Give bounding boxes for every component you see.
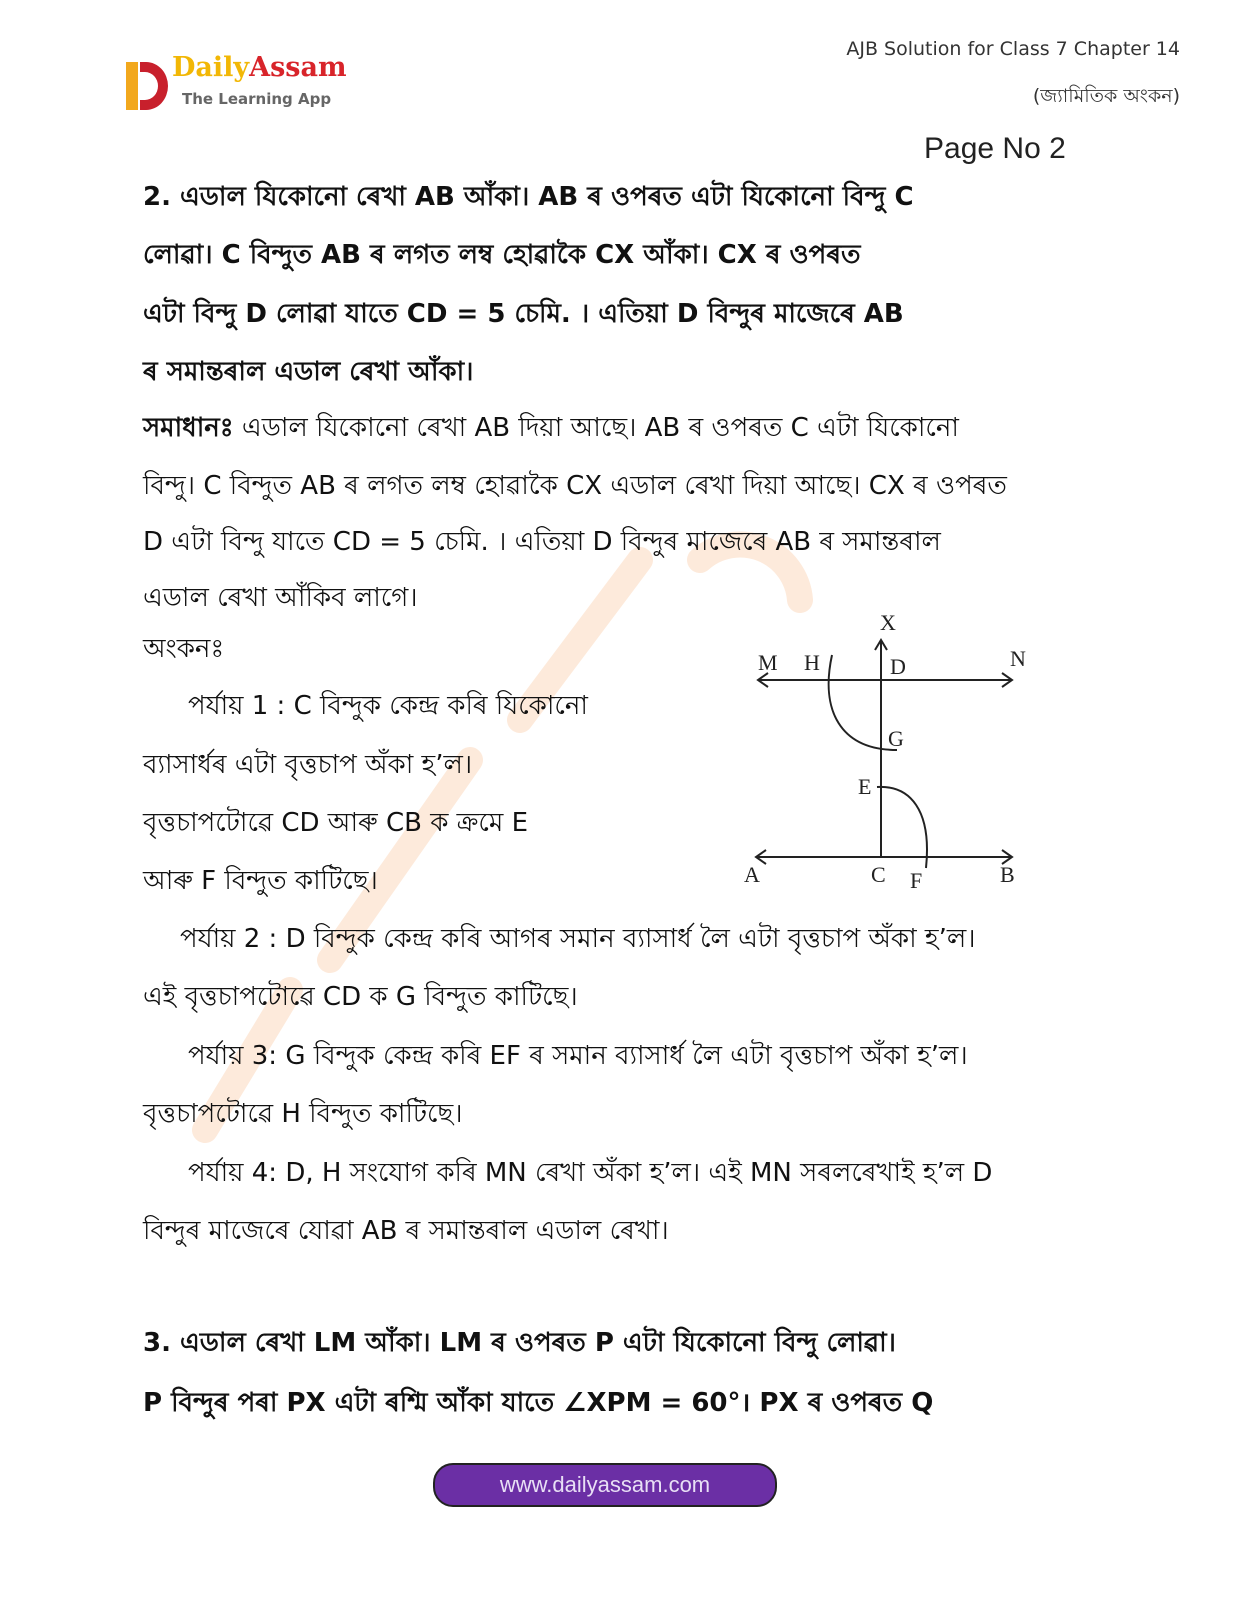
construction-diagram <box>720 600 1030 895</box>
label-x: X <box>880 610 896 635</box>
question-line: এটা বিন্দু D লোৱা যাতে CD = 5 চেমি. । এতিয়া D বিন্দুৰ মাজেৰে AB <box>143 299 904 329</box>
step-line: পৰ্যায় 4: D, H সংযোগ কৰি MN ৰেখা অঁকা হ’ল। এই MN সৰলৰেখাই হ’ল D <box>188 1158 993 1188</box>
step-line: এই বৃত্তচাপটোৱে CD ক G বিন্দুত কাটিছে। <box>143 982 578 1012</box>
solution-line: D এটা বিন্দু যাতে CD = 5 চেমি. । এতিয়া D বিন্দুৰ মাজেৰে AB ৰ সমান্তৰাল <box>143 527 941 557</box>
chapter-subtitle: (জ্যামিতিক অংকন) <box>1032 85 1180 107</box>
label-f: F <box>910 868 923 893</box>
website-link[interactable]: www.dailyassam.com <box>433 1463 777 1507</box>
step-line: বৃত্তচাপটোৱে CD আৰু CB ক ক্ৰমে E <box>143 808 529 838</box>
label-e: E <box>858 774 872 799</box>
question-line: ৰ সমান্তৰাল এডাল ৰেখা আঁকা। <box>143 357 474 387</box>
page-number: Page No 2 <box>924 132 1066 165</box>
step-line: বৃত্তচাপটোৱে H বিন্দুত কাটিছে। <box>143 1099 463 1129</box>
arc-hg <box>829 655 897 750</box>
logo-daily: Daily <box>172 52 250 83</box>
question-line: লোৱা। C বিন্দুত AB ৰ লগত লম্ব হোৱাকৈ CX আঁকা। CX ৰ ওপৰত <box>143 240 861 270</box>
label-b: B <box>1000 862 1015 887</box>
logo-d-icon <box>126 60 170 112</box>
label-m: M <box>758 650 778 675</box>
label-n: N <box>1010 646 1026 671</box>
solution-line: এডাল ৰেখা আঁকিব লাগে। <box>143 583 418 613</box>
question-line: 3. এডাল ৰেখা LM আঁকা। LM ৰ ওপৰত P এটা যিকোনো বিন্দু লোৱা। <box>143 1328 896 1358</box>
dailyassam-logo <box>126 52 366 122</box>
label-g: G <box>888 726 904 751</box>
label-h: H <box>804 650 820 675</box>
doc-title: AJB Solution for Class 7 Chapter 14 <box>846 38 1180 60</box>
logo-assam: Assam <box>249 52 347 83</box>
step-line: ব্যাসাৰ্ধৰ এটা বৃত্তচাপ অঁকা হ’ল। <box>143 750 473 780</box>
solution-text: এডাল যিকোনো ৰেখা AB দিয়া আছে। AB ৰ ওপৰত C এটা যিকোনো <box>233 413 959 443</box>
step-line: পৰ্যায় 1 : C বিন্দুক কেন্দ্ৰ কৰি যিকোনো <box>188 691 588 721</box>
label-c: C <box>871 862 886 887</box>
construction-label: অংকনঃ <box>143 634 225 664</box>
label-d: D <box>890 654 906 679</box>
logo-tagline: The Learning App <box>182 90 332 108</box>
question-line: 2. এডাল যিকোনো ৰেখা AB আঁকা। AB ৰ ওপৰত এটা যিকোনো বিন্দু C <box>143 182 914 212</box>
solution-line <box>143 411 959 445</box>
solution-label: সমাধানঃ <box>143 413 234 443</box>
question-line: P বিন্দুৰ পৰা PX এটা ৰশ্মি আঁকা যাতে ∠XPM = 60°। PX ৰ ওপৰত Q <box>143 1388 934 1418</box>
arc-ef <box>877 787 927 868</box>
step-line: আৰু F বিন্দুত কাটিছে। <box>143 866 378 896</box>
step-line: পৰ্যায় 3: G বিন্দুক কেন্দ্ৰ কৰি EF ৰ সমান ব্যাসাৰ্ধ লৈ এটা বৃত্তচাপ অঁকা হ’ল। <box>188 1041 968 1071</box>
step-line: বিন্দুৰ মাজেৰে যোৱা AB ৰ সমান্তৰাল এডাল ৰেখা। <box>143 1216 669 1246</box>
solution-line: বিন্দু। C বিন্দুত AB ৰ লগত লম্ব হোৱাকৈ CX এডাল ৰেখা দিয়া আছে। CX ৰ ওপৰত <box>143 471 1007 501</box>
label-a: A <box>744 862 760 887</box>
step-line: পৰ্যায় 2 : D বিন্দুক কেন্দ্ৰ কৰি আগৰ সমান ব্যাসাৰ্ধ লৈ এটা বৃত্তচাপ অঁকা হ’ল। <box>180 924 976 954</box>
